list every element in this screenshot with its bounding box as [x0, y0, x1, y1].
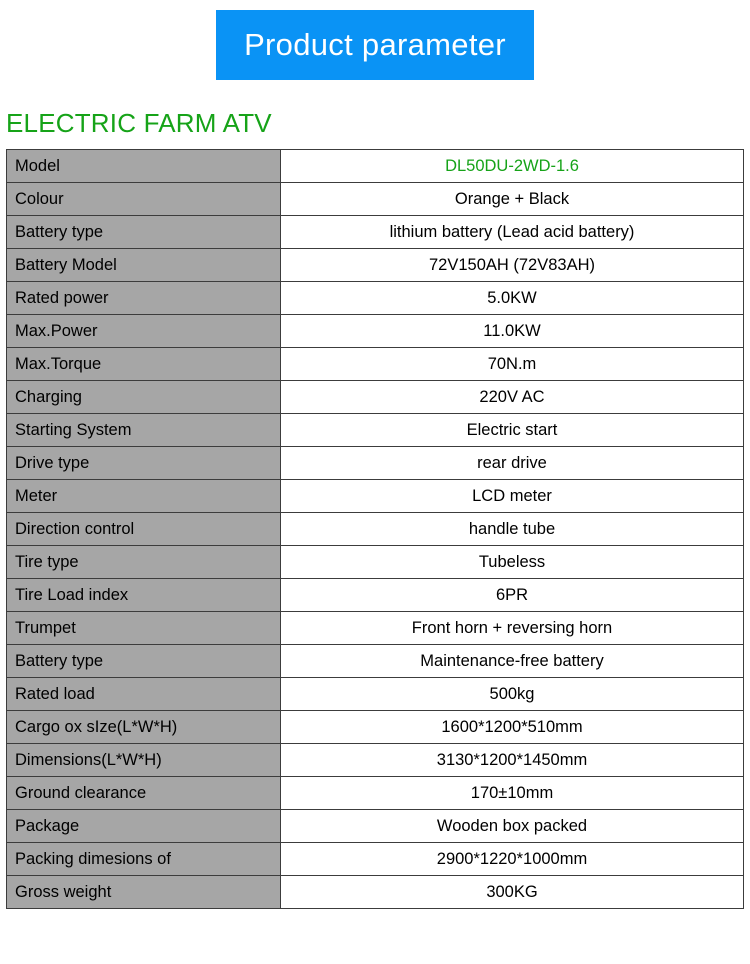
table-row	[7, 711, 744, 744]
spec-label: Battery Model	[7, 249, 281, 282]
spec-value: Front horn + reversing horn	[281, 612, 744, 645]
spec-label: Colour	[7, 183, 281, 216]
spec-value: 72V150AH (72V83AH)	[281, 249, 744, 282]
table-row	[7, 315, 744, 348]
table-row	[7, 843, 744, 876]
spec-value: 1600*1200*510mm	[281, 711, 744, 744]
table-row	[7, 414, 744, 447]
specifications-table-body	[7, 150, 744, 909]
spec-value: lithium battery (Lead acid battery)	[281, 216, 744, 249]
table-row	[7, 480, 744, 513]
table-row	[7, 150, 744, 183]
spec-label: Rated power	[7, 282, 281, 315]
table-row	[7, 282, 744, 315]
spec-value: 6PR	[281, 579, 744, 612]
table-row	[7, 678, 744, 711]
spec-label: Ground clearance	[7, 777, 281, 810]
table-row	[7, 249, 744, 282]
spec-value: Orange + Black	[281, 183, 744, 216]
table-row	[7, 579, 744, 612]
spec-label: Rated load	[7, 678, 281, 711]
table-row	[7, 744, 744, 777]
spec-value: 3130*1200*1450mm	[281, 744, 744, 777]
spec-value: LCD meter	[281, 480, 744, 513]
spec-label: Trumpet	[7, 612, 281, 645]
spec-label: Charging	[7, 381, 281, 414]
spec-label: Model	[7, 150, 281, 183]
spec-value: Maintenance-free battery	[281, 645, 744, 678]
spec-value: 70N.m	[281, 348, 744, 381]
spec-label: Direction control	[7, 513, 281, 546]
spec-value: DL50DU-2WD-1.6	[281, 150, 744, 183]
spec-value: 11.0KW	[281, 315, 744, 348]
table-row	[7, 876, 744, 909]
banner-title: Product parameter	[244, 27, 506, 62]
page-title: ELECTRIC FARM ATV	[6, 108, 272, 138]
product-parameter-banner	[216, 10, 534, 80]
table-row	[7, 447, 744, 480]
table-row	[7, 381, 744, 414]
table-row	[7, 810, 744, 843]
spec-label: Meter	[7, 480, 281, 513]
spec-value: 170±10mm	[281, 777, 744, 810]
spec-label: Max.Power	[7, 315, 281, 348]
spec-value: 5.0KW	[281, 282, 744, 315]
spec-label: Cargo ox sIze(L*W*H)	[7, 711, 281, 744]
specifications-table	[6, 149, 744, 909]
spec-value: 300KG	[281, 876, 744, 909]
table-row	[7, 645, 744, 678]
spec-value: 500kg	[281, 678, 744, 711]
spec-value: 220V AC	[281, 381, 744, 414]
spec-label: Tire Load index	[7, 579, 281, 612]
spec-label: Dimensions(L*W*H)	[7, 744, 281, 777]
spec-label: Max.Torque	[7, 348, 281, 381]
table-row	[7, 513, 744, 546]
table-row	[7, 348, 744, 381]
spec-label: Tire type	[7, 546, 281, 579]
table-row	[7, 612, 744, 645]
table-row	[7, 777, 744, 810]
spec-label: Battery type	[7, 645, 281, 678]
spec-label: Drive type	[7, 447, 281, 480]
table-row	[7, 546, 744, 579]
spec-value: 2900*1220*1000mm	[281, 843, 744, 876]
spec-label: Starting System	[7, 414, 281, 447]
spec-label: Battery type	[7, 216, 281, 249]
banner-container	[0, 0, 750, 80]
spec-label: Packing dimesions of	[7, 843, 281, 876]
spec-label: Gross weight	[7, 876, 281, 909]
table-row	[7, 183, 744, 216]
table-row	[7, 216, 744, 249]
spec-value: Tubeless	[281, 546, 744, 579]
spec-value: Electric start	[281, 414, 744, 447]
spec-label: Package	[7, 810, 281, 843]
spec-value: Wooden box packed	[281, 810, 744, 843]
spec-value: rear drive	[281, 447, 744, 480]
spec-value: handle tube	[281, 513, 744, 546]
